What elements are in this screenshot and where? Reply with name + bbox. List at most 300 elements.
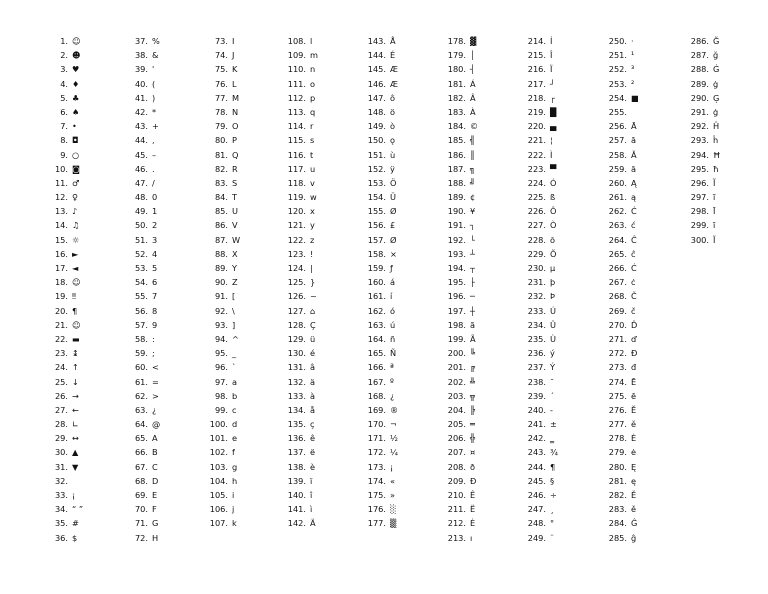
entry-number: 258. xyxy=(608,149,627,160)
entry-character: ' xyxy=(152,64,155,75)
entry-character: ¼ xyxy=(390,447,398,458)
entry-character: è xyxy=(310,461,316,472)
entry-number: 157. xyxy=(367,234,386,245)
entry-number: 12. xyxy=(54,192,68,203)
entry-character: ã xyxy=(470,319,476,330)
entry-character: X xyxy=(232,248,238,259)
entry-number: 43. xyxy=(134,121,148,132)
entry-number: 179. xyxy=(447,50,466,61)
entry-character: ¦ xyxy=(550,135,553,146)
entry-character: F xyxy=(152,504,157,515)
entry-character: ╗ xyxy=(470,163,475,174)
entry-character: Ê xyxy=(470,490,476,500)
entry-number: 114. xyxy=(287,121,306,132)
entry-number: 126. xyxy=(287,291,306,302)
entry-character: ! xyxy=(310,248,314,259)
entry-number: 93. xyxy=(214,319,228,330)
entry-number: 123. xyxy=(287,248,306,259)
entry-character: ► xyxy=(72,248,79,259)
entry-character: , xyxy=(152,135,155,146)
entry-number: 252. xyxy=(608,64,627,75)
entry-number: 127. xyxy=(287,305,306,316)
entry-character: c xyxy=(232,404,237,415)
entry-number: 15. xyxy=(54,234,68,245)
entry-character: – xyxy=(152,149,157,160)
entry-number: 284. xyxy=(608,518,627,529)
entry-character: ê xyxy=(310,433,316,444)
entry-character: < xyxy=(152,362,159,373)
entry-character: ; xyxy=(152,348,155,359)
entry-number: 253. xyxy=(608,78,627,89)
entry-number: 115. xyxy=(287,135,306,146)
entry-number: 54. xyxy=(134,277,148,288)
entry-character: ↓ xyxy=(72,376,79,387)
entry-character: ) xyxy=(152,92,156,103)
entry-number: 106. xyxy=(209,504,228,515)
entry-character: Õ xyxy=(550,248,557,259)
entry-number: 274. xyxy=(608,376,627,387)
entry-character: Ĩ xyxy=(713,177,716,188)
entry-character: ▬ xyxy=(72,333,80,344)
entry-number: 88. xyxy=(214,248,228,259)
entry-number: 215. xyxy=(527,50,546,61)
entry-character: ~ xyxy=(310,291,317,302)
entry-number: 298. xyxy=(690,206,709,217)
entry-number: 122. xyxy=(287,234,306,245)
entry-character: Ý xyxy=(550,362,556,373)
entry-character: P xyxy=(232,135,237,146)
entry-number: 161. xyxy=(367,291,386,302)
entry-character: ∟ xyxy=(72,419,79,430)
entry-number: 177. xyxy=(367,518,386,529)
entry-number: 185. xyxy=(447,135,466,146)
entry-number: 214. xyxy=(527,36,546,46)
entry-character: â xyxy=(310,362,316,373)
entry-number: 133. xyxy=(287,390,306,401)
entry-number: 242. xyxy=(527,433,546,444)
entry-number: 188. xyxy=(447,177,466,188)
entry-number: 187. xyxy=(447,163,466,174)
entry-number: 86. xyxy=(214,220,228,231)
entry-number: 120. xyxy=(287,206,306,217)
entry-number: 10. xyxy=(54,163,68,174)
entry-character: ĝ xyxy=(631,532,637,543)
entry-number: 128. xyxy=(287,319,306,330)
entry-character: ¶ xyxy=(550,461,556,472)
entry-number: 67. xyxy=(134,461,148,472)
entry-character: + xyxy=(152,121,159,132)
entry-character: ┐ xyxy=(470,220,475,231)
entry-number: 41. xyxy=(134,92,148,103)
entry-number: 94. xyxy=(214,333,228,344)
entry-number: 219. xyxy=(527,106,546,117)
entry-character: č xyxy=(631,305,636,316)
entry-character: Z xyxy=(232,277,238,288)
entry-number: 222. xyxy=(527,149,546,160)
entry-number: 109. xyxy=(287,50,306,61)
entry-character: ╔ xyxy=(470,362,475,373)
entry-character: S xyxy=(232,177,238,188)
entry-number: 83. xyxy=(214,177,228,188)
entry-number: 57. xyxy=(134,319,148,330)
entry-character: ▼ xyxy=(72,461,79,472)
entry-number: 4. xyxy=(60,78,68,89)
entry-number: 220. xyxy=(527,121,546,132)
entry-character: W xyxy=(232,234,241,245)
entry-character: ] xyxy=(232,319,236,330)
entry-number: 144. xyxy=(367,50,386,61)
entry-character: þ xyxy=(550,277,556,288)
entry-character: R xyxy=(232,163,238,174)
entry-number: 181. xyxy=(447,78,466,89)
entry-number: 213. xyxy=(447,532,466,543)
entry-number: 193. xyxy=(447,248,466,259)
entry-character: j xyxy=(232,504,235,515)
entry-character: ù xyxy=(390,149,396,160)
entry-character: » xyxy=(390,490,396,500)
entry-number: 151. xyxy=(367,149,386,160)
entry-character: ╚ xyxy=(470,348,475,359)
entry-number: 72. xyxy=(134,532,148,543)
entry-character: k xyxy=(232,518,237,529)
entry-character: → xyxy=(72,390,79,401)
entry-number: 202. xyxy=(447,376,466,387)
entry-character: Æ xyxy=(390,78,398,89)
entry-character: ` xyxy=(232,362,237,373)
entry-character: ├ xyxy=(470,277,475,288)
entry-character: ě xyxy=(631,504,637,515)
entry-number: 102. xyxy=(209,447,228,458)
entry-character: Ö xyxy=(390,177,397,188)
entry-character: µ xyxy=(550,263,556,273)
entry-number: 199. xyxy=(447,333,466,344)
entry-character: ä xyxy=(310,376,316,387)
entry-character: U xyxy=(232,206,238,217)
entry-number: 266. xyxy=(608,263,627,273)
entry-character: q xyxy=(310,106,316,117)
entry-number: 205. xyxy=(447,419,466,430)
entry-number: 119. xyxy=(287,192,306,203)
entry-character: - xyxy=(550,404,553,415)
entry-character: ☼ xyxy=(72,234,80,245)
entry-character: ♦ xyxy=(72,78,80,89)
entry-number: 30. xyxy=(54,447,68,458)
entry-character: ⌂ xyxy=(310,305,316,316)
entry-number: 134. xyxy=(287,404,306,415)
entry-character: Ë xyxy=(470,504,476,515)
entry-number: 286. xyxy=(690,36,709,46)
entry-number: 158. xyxy=(367,248,386,259)
entry-character: ² xyxy=(631,78,635,89)
entry-character: É xyxy=(390,50,396,61)
entry-number: 159. xyxy=(367,263,386,273)
entry-number: 204. xyxy=(447,404,466,415)
entry-number: 195. xyxy=(447,277,466,288)
entry-number: 105. xyxy=(209,490,228,500)
entry-number: 48. xyxy=(134,192,148,203)
entry-character: ÷ xyxy=(550,490,557,500)
entry-number: 248. xyxy=(527,518,546,529)
entry-character: ô xyxy=(390,92,396,103)
entry-character: │ xyxy=(470,50,475,61)
entry-character: _ xyxy=(232,348,237,359)
entry-character: ģ xyxy=(713,106,719,117)
entry-character: ← xyxy=(72,404,79,415)
entry-character: Ā xyxy=(631,121,637,132)
entry-number: 296. xyxy=(690,177,709,188)
entry-character: a xyxy=(232,376,238,387)
entry-number: 276. xyxy=(608,404,627,415)
entry-character: í xyxy=(390,291,393,302)
entry-number: 92. xyxy=(214,305,228,316)
entry-character: ½ xyxy=(390,433,398,444)
entry-number: 26. xyxy=(54,390,68,401)
entry-number: 257. xyxy=(608,135,627,146)
entry-number: 254. xyxy=(608,92,627,103)
entry-number: 91. xyxy=(214,291,228,302)
entry-character: å xyxy=(310,404,316,415)
entry-number: 264. xyxy=(608,234,627,245)
entry-character: á xyxy=(390,277,396,288)
entry-number: 294. xyxy=(690,149,709,160)
entry-character: 7 xyxy=(152,291,158,302)
entry-number: 80. xyxy=(214,135,228,146)
entry-character: ï xyxy=(310,475,313,486)
entry-character: T xyxy=(232,192,238,203)
entry-character: s xyxy=(310,135,315,146)
entry-character: Č xyxy=(631,291,637,302)
entry-number: 235. xyxy=(527,333,546,344)
entry-number: 153. xyxy=(367,177,386,188)
entry-character: Â xyxy=(470,92,476,103)
entry-character: ┘ xyxy=(550,78,555,89)
entry-character: g xyxy=(232,461,238,472)
entry-number: 255. xyxy=(608,106,627,117)
entry-number: 52. xyxy=(134,248,148,259)
entry-number: 98. xyxy=(214,390,228,401)
entry-number: 160. xyxy=(367,277,386,288)
entry-character: ® xyxy=(390,404,399,415)
entry-number: 194. xyxy=(447,263,466,273)
entry-number: 183. xyxy=(447,106,466,117)
entry-character: } xyxy=(310,277,316,288)
entry-number: 147. xyxy=(367,92,386,103)
entry-number: 226. xyxy=(527,206,546,217)
entry-character: └ xyxy=(470,234,475,245)
entry-character: @ xyxy=(152,419,161,430)
entry-character: Ď xyxy=(631,319,638,330)
entry-character: G xyxy=(152,518,159,529)
entry-character: Ä xyxy=(310,518,316,529)
entry-number: 107. xyxy=(209,518,228,529)
entry-character: ░ xyxy=(390,504,397,515)
entry-character: ‼ xyxy=(72,291,76,302)
entry-number: 32. xyxy=(54,475,68,486)
entry-character: Î xyxy=(550,50,553,61)
entry-character: Ü xyxy=(390,192,396,203)
entry-number: 211. xyxy=(447,504,466,515)
entry-character: ħ xyxy=(713,163,719,174)
entry-number: 44. xyxy=(134,135,148,146)
entry-number: 87. xyxy=(214,234,228,245)
entry-number: 27. xyxy=(54,404,68,415)
entry-number: 34. xyxy=(54,504,68,515)
entry-character: ─ xyxy=(470,291,475,302)
entry-number: 232. xyxy=(527,291,546,302)
entry-number: 190. xyxy=(447,206,466,217)
entry-character: Ę xyxy=(631,461,637,472)
entry-number: 124. xyxy=(287,263,306,273)
entry-number: 13. xyxy=(54,206,68,217)
entry-character: Ĉ xyxy=(631,234,637,245)
entry-number: 40. xyxy=(134,78,148,89)
entry-number: 265. xyxy=(608,248,627,259)
entry-character: ♠ xyxy=(72,106,80,117)
entry-character: ┤ xyxy=(470,64,475,75)
entry-character: o xyxy=(310,78,316,89)
entry-character: ╠ xyxy=(470,404,475,415)
entry-number: 231. xyxy=(527,277,546,288)
entry-character: £ xyxy=(390,220,396,231)
entry-character: ♣ xyxy=(72,92,80,103)
entry-character: ° xyxy=(550,518,555,529)
entry-character: m xyxy=(310,50,318,61)
entry-number: 233. xyxy=(527,305,546,316)
entry-number: 6. xyxy=(60,106,68,117)
entry-character: J xyxy=(232,50,235,61)
entry-number: 142. xyxy=(287,518,306,529)
entry-number: 9. xyxy=(60,149,68,160)
entry-number: 61. xyxy=(134,376,148,387)
entry-number: 189. xyxy=(447,192,466,203)
entry-character: * xyxy=(152,106,157,117)
entry-character: ♪ xyxy=(72,206,78,217)
entry-character: ġ xyxy=(713,78,719,89)
entry-number: 96. xyxy=(214,362,228,373)
entry-number: 281. xyxy=(608,475,627,486)
entry-number: 162. xyxy=(367,305,386,316)
entry-number: 239. xyxy=(527,390,546,401)
entry-number: 23. xyxy=(54,348,68,359)
entry-character: ¨ xyxy=(550,532,555,543)
entry-number: 168. xyxy=(367,390,386,401)
entry-character: ö xyxy=(390,106,396,117)
entry-character: ┴ xyxy=(470,248,475,259)
entry-character: f xyxy=(232,447,235,458)
entry-number: 164. xyxy=(367,333,386,344)
entry-character: Đ xyxy=(631,348,638,359)
entry-character: D xyxy=(152,475,159,486)
entry-character: M xyxy=(232,92,240,103)
entry-character: ç xyxy=(310,419,315,430)
entry-character: ǫ xyxy=(390,135,396,146)
entry-character: \ xyxy=(232,305,235,316)
entry-number: 81. xyxy=(214,149,228,160)
entry-character: Ą xyxy=(631,177,637,188)
entry-number: 291. xyxy=(690,106,709,117)
entry-number: 247. xyxy=(527,504,546,515)
entry-number: 49. xyxy=(134,206,148,217)
entry-character: • xyxy=(72,121,77,132)
entry-character: e xyxy=(232,433,238,444)
entry-number: 137. xyxy=(287,447,306,458)
entry-character: ĩ xyxy=(713,192,716,203)
entry-number: 58. xyxy=(134,333,148,344)
entry-character: 0 xyxy=(152,192,158,203)
entry-character: § xyxy=(550,475,555,486)
entry-number: 221. xyxy=(527,135,546,146)
entry-character: ú xyxy=(390,319,396,330)
entry-number: 241. xyxy=(527,419,546,430)
entry-number: 237. xyxy=(527,362,546,373)
entry-character: Ú xyxy=(550,305,556,316)
entry-number: 108. xyxy=(287,36,306,46)
entry-character: | xyxy=(310,263,313,273)
entry-character: Á xyxy=(470,78,476,89)
entry-number: 155. xyxy=(367,206,386,217)
entry-number: 22. xyxy=(54,333,68,344)
entry-character: ¶ xyxy=(72,305,78,316)
entry-character: ┬ xyxy=(470,263,475,273)
entry-number: 278. xyxy=(608,433,627,444)
entry-character: ^ xyxy=(232,333,239,344)
entry-character: ¬ xyxy=(390,419,397,430)
entry-character: ▄ xyxy=(550,121,557,132)
entry-number: 285. xyxy=(608,532,627,543)
entry-character: à xyxy=(310,390,316,401)
entry-number: 64. xyxy=(134,419,148,430)
entry-number: 251. xyxy=(608,50,627,61)
entry-character: = xyxy=(152,376,159,387)
entry-character: h xyxy=(232,475,238,486)
entry-number: 234. xyxy=(527,319,546,330)
entry-character: ¢ xyxy=(470,192,476,203)
entry-number: 289. xyxy=(690,78,709,89)
entry-character: 9 xyxy=(152,319,158,330)
entry-number: 269. xyxy=(608,305,627,316)
entry-number: 149. xyxy=(367,121,386,132)
entry-character: ü xyxy=(310,333,316,344)
entry-number: 197. xyxy=(447,305,466,316)
entry-character: w xyxy=(310,192,317,203)
entry-character: ¿ xyxy=(390,390,395,401)
entry-character: I xyxy=(232,36,235,46)
entry-number: 236. xyxy=(527,348,546,359)
entry-number: 196. xyxy=(447,291,466,302)
entry-character: 3 xyxy=(152,234,158,245)
entry-character: z xyxy=(310,234,315,245)
entry-number: 186. xyxy=(447,149,466,160)
entry-number: 39. xyxy=(134,64,148,75)
entry-character: ƒ xyxy=(390,263,393,273)
entry-character: ¸ xyxy=(550,504,555,515)
entry-number: 277. xyxy=(608,419,627,430)
entry-character: █ xyxy=(550,106,557,117)
entry-number: 146. xyxy=(367,78,386,89)
entry-number: 245. xyxy=(527,475,546,486)
entry-character: ┼ xyxy=(470,305,475,316)
entry-number: 217. xyxy=(527,78,546,89)
entry-number: 191. xyxy=(447,220,466,231)
entry-character: ¾ xyxy=(550,447,558,458)
entry-character: ¹ xyxy=(631,50,635,61)
entry-character: ñ xyxy=(390,333,396,344)
entry-character: ╦ xyxy=(470,390,475,401)
entry-number: 17. xyxy=(54,263,68,273)
entry-character: ¡ xyxy=(390,461,394,472)
entry-number: 85. xyxy=(214,206,228,217)
entry-number: 45. xyxy=(134,149,148,160)
